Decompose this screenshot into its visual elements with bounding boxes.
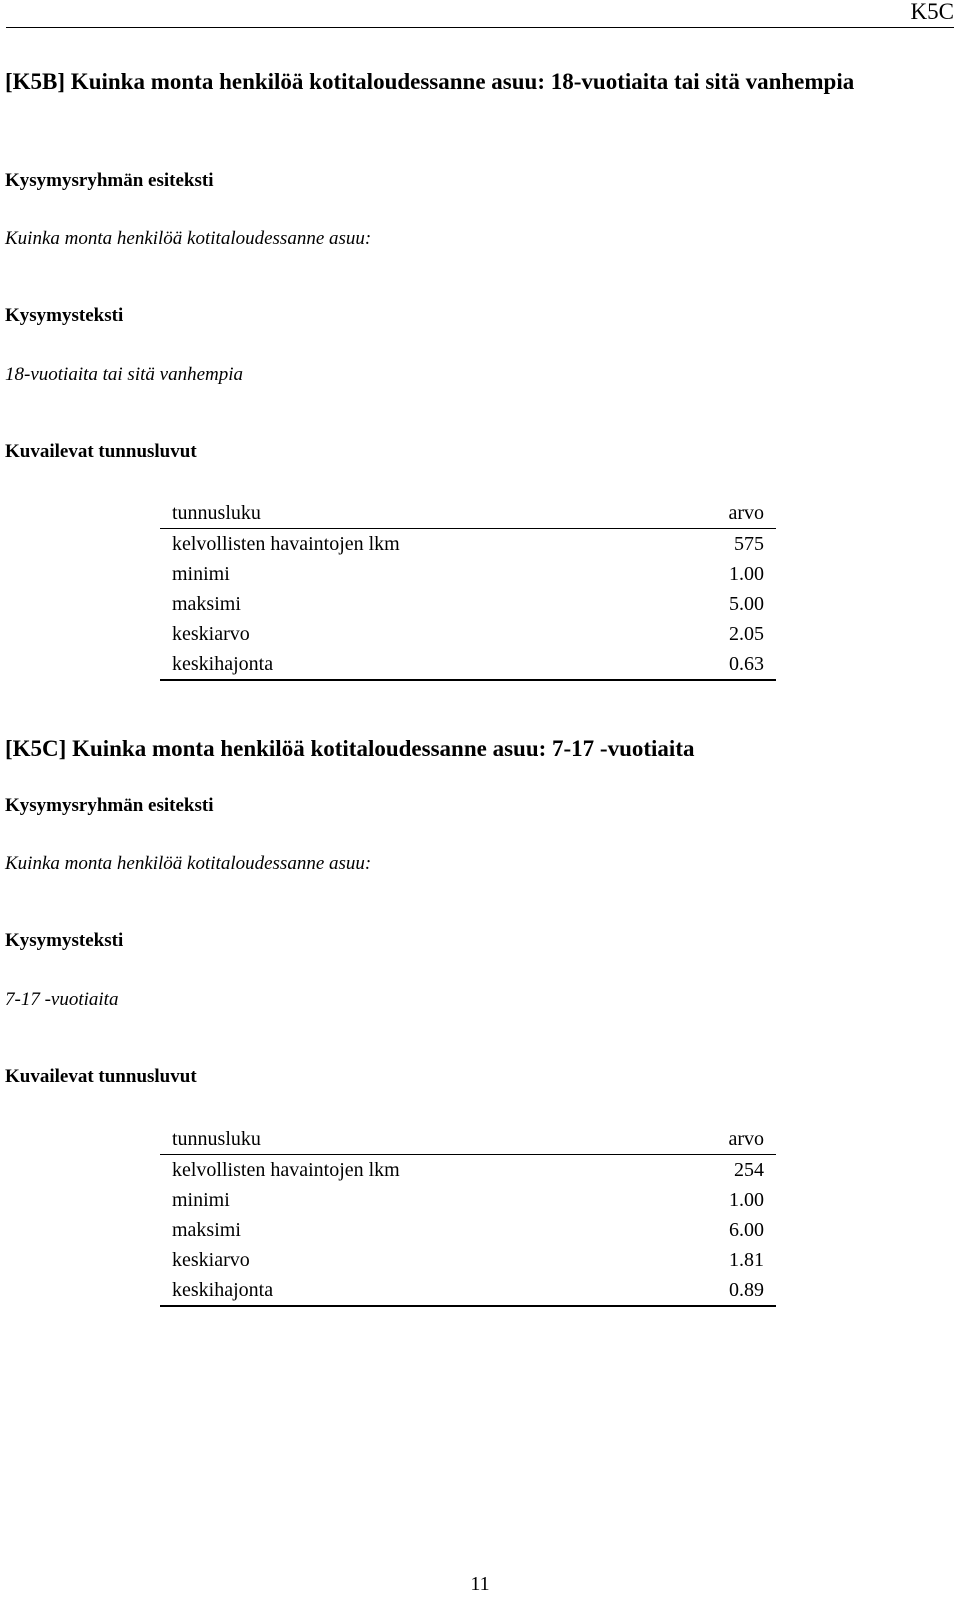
table-row [160,559,776,589]
stats-table [160,1124,776,1307]
group-heading: Kysymysryhmän esiteksti [5,170,214,191]
question-heading: Kysymysteksti [5,305,124,326]
table-row [160,1245,776,1275]
stat-label: keskiarvo [172,623,250,645]
stat-label: kelvollisten havaintojen lkm [172,533,400,555]
stat-label: maksimi [172,593,241,615]
group-text: Kuinka monta henkilöä kotitaloudessanne asuu: [5,853,372,874]
stat-label: kelvollisten havaintojen lkm [172,1159,400,1181]
question-text: 18-vuotiaita tai sitä vanhempia [5,364,244,385]
table-row [160,649,776,680]
table-header-row [160,498,776,529]
table-row [160,1275,776,1306]
group-heading: Kysymysryhmän esiteksti [5,795,214,816]
stats-heading: Kuvailevat tunnusluvut [5,1066,197,1087]
table-row [160,529,776,560]
stat-value: 1.00 [729,563,764,585]
question-section-k5b [5,63,955,683]
section-title: [K5B] Kuinka monta henkilöä kotitaloudessanne asuu: 18-vuotiaita tai sitä vanhempia [5,69,855,94]
table-row [160,1185,776,1215]
running-header-label: K5C [910,0,954,24]
running-header [6,0,954,28]
question-section-k5c [5,730,955,1350]
page-number: 11 [470,1573,490,1595]
stat-label: maksimi [172,1219,241,1241]
question-text: 7-17 -vuotiaita [5,989,119,1010]
stat-label: keskihajonta [160,649,658,680]
stat-value: 1.81 [729,1249,764,1271]
column-header: tunnusluku [160,1124,658,1155]
stat-value: 2.05 [729,623,764,645]
column-header: arvo [658,1124,776,1155]
stat-value: 0.63 [658,649,776,680]
stat-label: minimi [172,1189,230,1211]
stat-value: 1.00 [729,1189,764,1211]
stat-value: 5.00 [729,593,764,615]
stat-value: 575 [734,533,764,555]
stat-value: 254 [734,1159,764,1181]
group-text: Kuinka monta henkilöä kotitaloudessanne asuu: [5,228,372,249]
column-header: tunnusluku [160,498,658,529]
column-header: arvo [658,498,776,529]
stat-label: keskiarvo [172,1249,250,1271]
stat-value: 0.89 [658,1275,776,1306]
table-row [160,1215,776,1245]
stat-label: minimi [172,563,230,585]
table-header-row [160,1124,776,1155]
section-title: [K5C] Kuinka monta henkilöä kotitaloudessanne asuu: 7-17 -vuotiaita [5,736,695,761]
table-row [160,589,776,619]
stat-label: keskihajonta [160,1275,658,1306]
stats-heading: Kuvailevat tunnusluvut [5,441,197,462]
table-row [160,619,776,649]
table-row [160,1155,776,1186]
stat-value: 6.00 [729,1219,764,1241]
question-heading: Kysymysteksti [5,930,124,951]
stats-table [160,498,776,681]
